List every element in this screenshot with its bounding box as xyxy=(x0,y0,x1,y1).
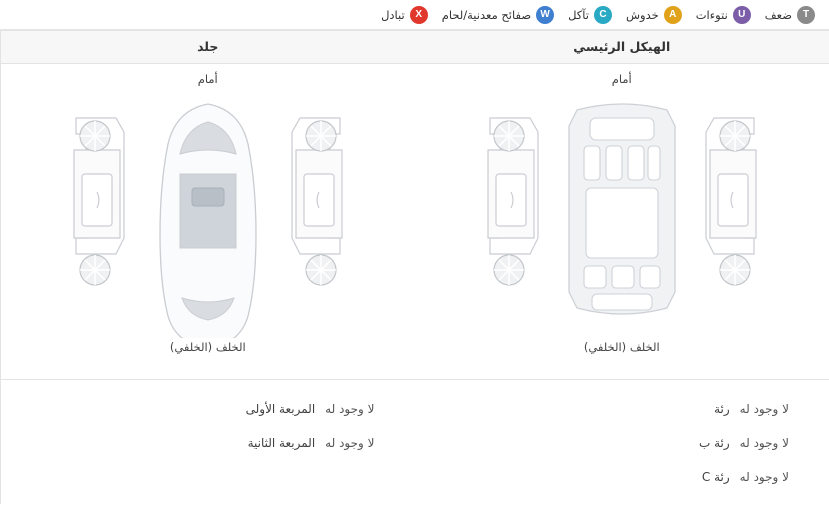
legend-item-weak[interactable] xyxy=(765,6,815,24)
legend-item-corrosion[interactable] xyxy=(568,6,612,24)
legend-badge-u: U xyxy=(733,6,751,24)
legend-badge-w: W xyxy=(536,6,554,24)
legend-badge-a: A xyxy=(664,6,682,24)
rear-label-frame: الخلف (الخلفي) xyxy=(583,340,660,354)
legend-label-scratches: خدوش xyxy=(625,7,659,22)
frame-note-label: رئة xyxy=(714,402,730,416)
legend-item-welding[interactable] xyxy=(442,6,554,24)
legend-label-replacement: تبادل xyxy=(381,7,405,22)
legend-item-scratches[interactable] xyxy=(626,6,682,24)
panel-body-skin-body xyxy=(1,64,415,379)
skin-note-value: لا وجود له xyxy=(325,402,375,416)
frame-note-row xyxy=(455,392,790,426)
frame-note-label: رئة ب xyxy=(698,436,730,450)
skin-notes xyxy=(1,379,415,504)
legend-label-weak: ضعف xyxy=(764,7,792,22)
frame-diagram[interactable] xyxy=(472,88,772,338)
panel-main-frame xyxy=(415,30,829,504)
legend-item-bumps[interactable] xyxy=(696,6,751,24)
frame-note-value: لا وجود له xyxy=(739,470,789,484)
skin-note-row xyxy=(41,392,375,426)
legend-item-replacement[interactable] xyxy=(381,6,428,24)
legend-label-corrosion: تآكل xyxy=(568,7,589,22)
legend-badge-t: T xyxy=(797,6,815,24)
damage-legend-bar xyxy=(0,0,829,30)
panel-body-skin xyxy=(0,30,415,504)
legend-badge-x: X xyxy=(410,6,428,24)
legend-label-welding: صفائح معدنية/لحام xyxy=(441,7,532,22)
front-label-frame: أمام xyxy=(611,72,632,86)
inspection-panels xyxy=(0,30,829,504)
skin-note-label: المربعة الأولى xyxy=(245,402,316,416)
panel-main-frame-body xyxy=(415,64,829,379)
frame-note-label: رئة C xyxy=(701,470,730,484)
skin-note-label: المربعة الثانية xyxy=(247,436,316,450)
frame-note-value: لا وجود له xyxy=(739,436,789,450)
panel-main-frame-title: الهيكل الرئيسي xyxy=(415,30,829,64)
rear-label-skin: الخلف (الخلفي) xyxy=(169,340,246,354)
frame-note-row xyxy=(455,460,790,494)
skin-note-row xyxy=(41,426,375,460)
frame-note-value: لا وجود له xyxy=(739,402,789,416)
legend-label-bumps: نتوءات xyxy=(695,7,728,22)
body-panel-diagram[interactable] xyxy=(58,88,358,338)
legend-badge-c: C xyxy=(594,6,612,24)
skin-note-value: لا وجود له xyxy=(325,436,375,450)
frame-notes xyxy=(415,379,829,504)
front-label-skin: أمام xyxy=(197,72,218,86)
frame-note-row xyxy=(455,426,790,460)
panel-body-skin-title: جلد xyxy=(1,30,415,64)
